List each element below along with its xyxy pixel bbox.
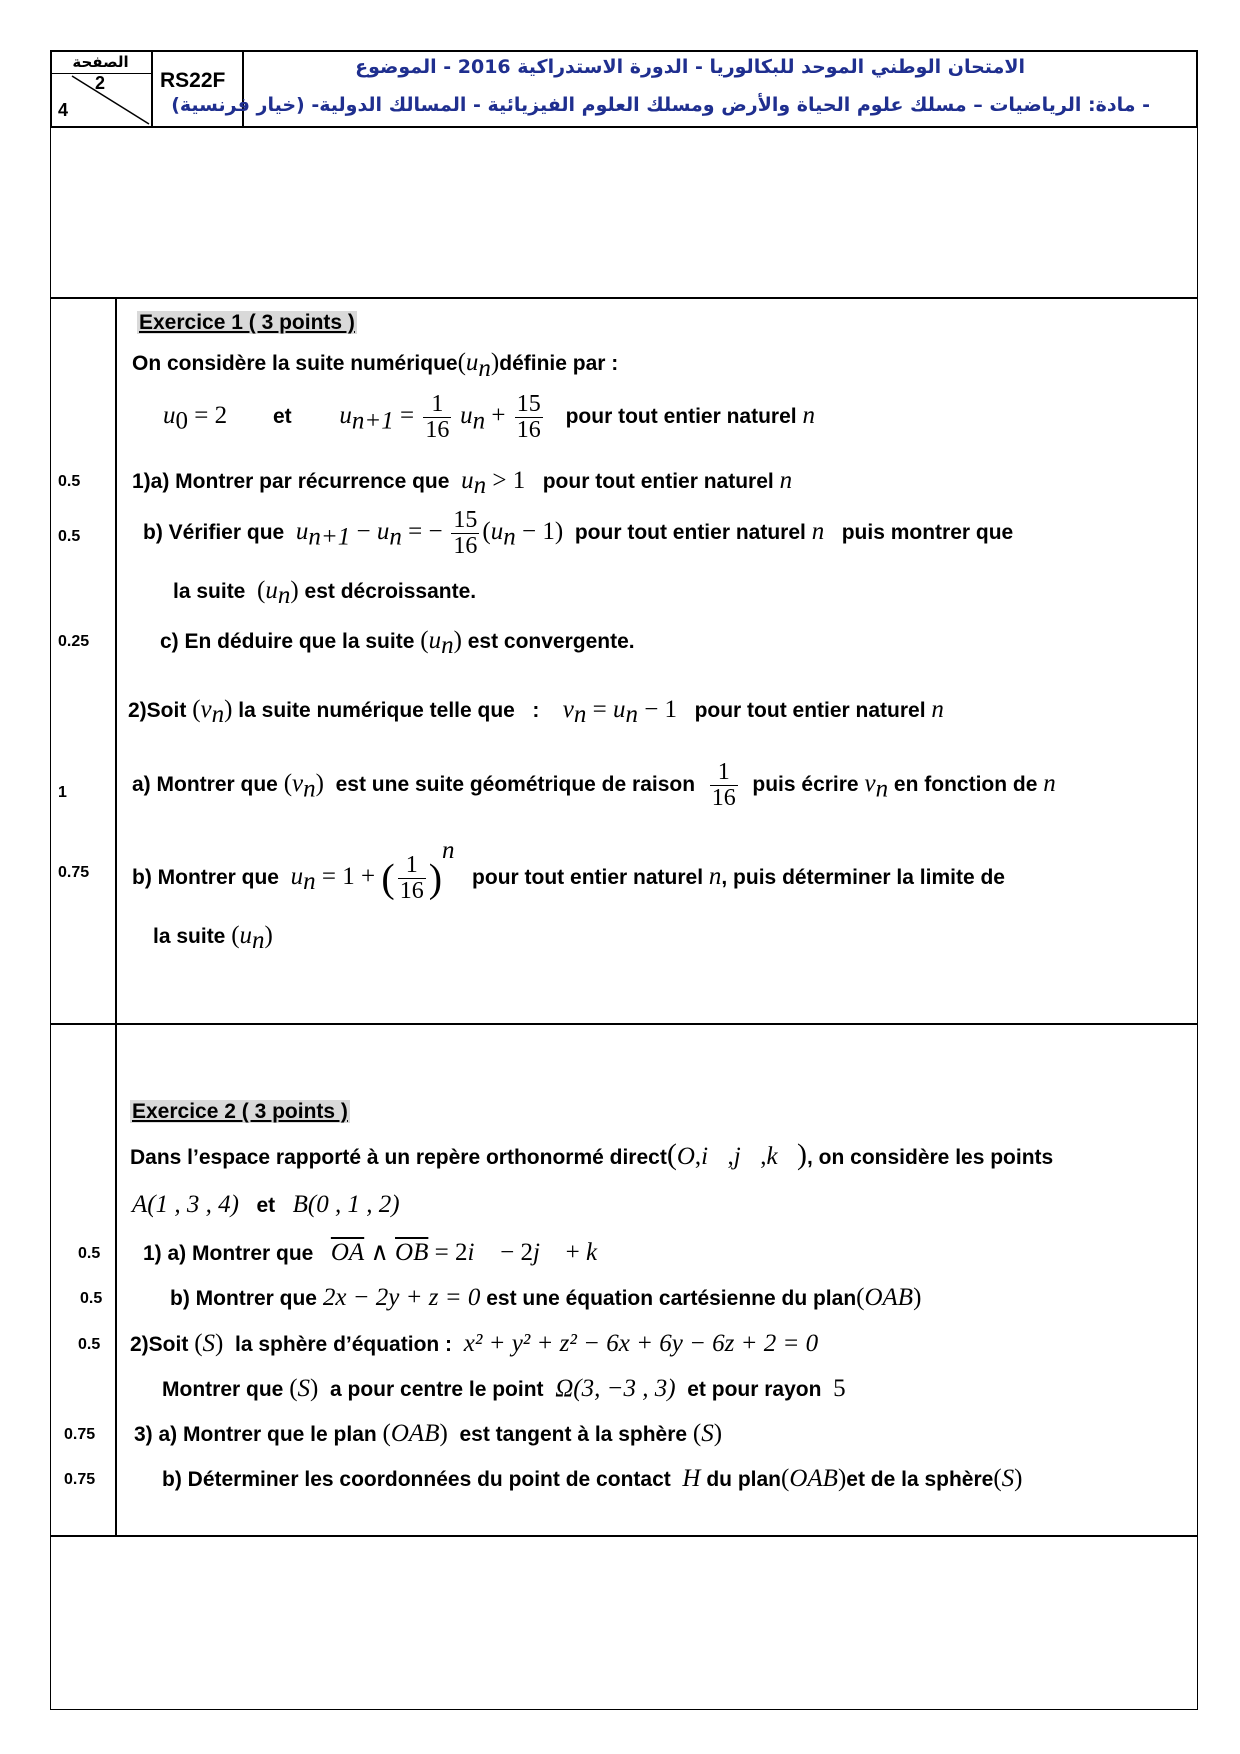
ex1-q2a: a) Montrer que $(v_n)$ est une suite géométrique de raison $\frac{1}{16}$ puis écrire $v_n$ en fonction de n <box>132 759 1056 812</box>
exercise-1-title: Exercice 1 ( 3 points ) <box>139 311 355 334</box>
header-divider <box>151 50 153 128</box>
ex1-q2: 2)Soit $(v_n)$ la suite numérique telle que : $v_n = u_n - 1$ pour tout entier naturel n <box>128 696 944 729</box>
ex1-q1a: 1)a) Montrer par récurrence que $u_n > 1$ pour tout entier naturel n <box>132 467 793 500</box>
ex1-q1c-points: 0.25 <box>58 633 90 650</box>
ex2-intro: Dans l’espace rapporté à un repère orthonormé direct(O,i⃗,j⃗,k⃗), on considère les points <box>130 1138 1054 1171</box>
ex2-q3b: b) Déterminer les coordonnées du point de contact H du plan(OAB)et de la sphère(S) <box>162 1465 1023 1492</box>
ex2-q2: 2)Soit (S) la sphère d’équation : x² + y² + z² − 6x + 6y − 6z + 2 = 0 <box>130 1330 819 1357</box>
ex1-q2a-points: 1 <box>58 784 67 801</box>
page-total: 4 <box>58 100 69 120</box>
page-label: الصفحة <box>72 53 129 71</box>
ex1-q2b: b) Montrer que $u_n = 1$ + ( $\frac{1}{16}$ )$^n$ pour tout entier naturel n, puis déterminer la limite de <box>132 837 1005 904</box>
header-divider <box>242 50 244 128</box>
exercise-2-title: Exercice 2 ( 3 points ) <box>132 1100 348 1123</box>
ex1-q1b: b) Vérifier que $u_{n+1} - u_n$ = − $\frac{15}{16}$ $(u_n - 1)$ pour tout entier naturel n puis montrer que <box>143 507 1014 560</box>
ex2-q2-points: 0.5 <box>78 1336 101 1353</box>
ex1-q1b-line2: la suite $(u_n)$ est décroissante. <box>173 577 477 610</box>
section-separator <box>50 1023 1198 1025</box>
ex1-q2b-points: 0.75 <box>58 864 90 881</box>
ex2-q1b-points: 0.5 <box>80 1290 103 1307</box>
ex1-intro: On considère la suite $numérique(u_n)définie$ par : <box>132 349 619 382</box>
ex2-q3b-points: 0.75 <box>64 1471 96 1488</box>
ex1-q1a-points: 0.5 <box>58 473 81 490</box>
ex2-q1b: b) Montrer que 2x − 2y + z = 0 est une équation cartésienne du plan(OAB) <box>170 1284 922 1311</box>
ex2-q3a: 3) a) Montrer que le plan (OAB) est tangent à la sphère (S) <box>134 1420 723 1447</box>
ex1-definition: $u_0 = 2$ et $u_{n+1}$ = $\frac{1}{16}$ $u_n$ + $\frac{15}{16}$ pour tout entier naturel n <box>163 391 815 444</box>
ex1-q1c: c) En déduire que la suite $(u_n)$ est convergente. <box>160 627 635 660</box>
section-separator <box>50 1535 1198 1537</box>
section-separator <box>50 297 1198 299</box>
ex1-q1b-points: 0.5 <box>58 528 81 545</box>
page-current: 2 <box>95 73 106 93</box>
exam-title-line2: - مادة: الرياضيات – مسلك علوم الحياة والأرض ومسلك العلوم الفيزيائية - المسالك الدولية- (خيار فرنسية) <box>171 94 1150 116</box>
ex2-points: A(1 , 3 , 4) et B(0 , 1 , 2) <box>132 1191 400 1218</box>
ex2-q1a: 1) a) Montrer que $\overline{OA}$ ∧ $\overline{OB}$ = 2i⃗ − 2j⃗ + k⃗ <box>143 1239 617 1266</box>
exam-title-line1: الامتحان الوطني الموحد للبكالوريا - الدورة الاستدراكية 2016 - الموضوع <box>355 56 1025 78</box>
ex2-q3a-points: 0.75 <box>64 1426 96 1443</box>
ex2-q1a-points: 0.5 <box>78 1245 101 1262</box>
ex2-q2-line2: Montrer que (S) a pour centre le point Ω(3, −3 , 3) et pour rayon 5 <box>162 1375 846 1402</box>
exam-code: RS22F <box>160 69 226 92</box>
ex1-q2b-line2: la suite $(u_n)$ <box>153 922 273 955</box>
